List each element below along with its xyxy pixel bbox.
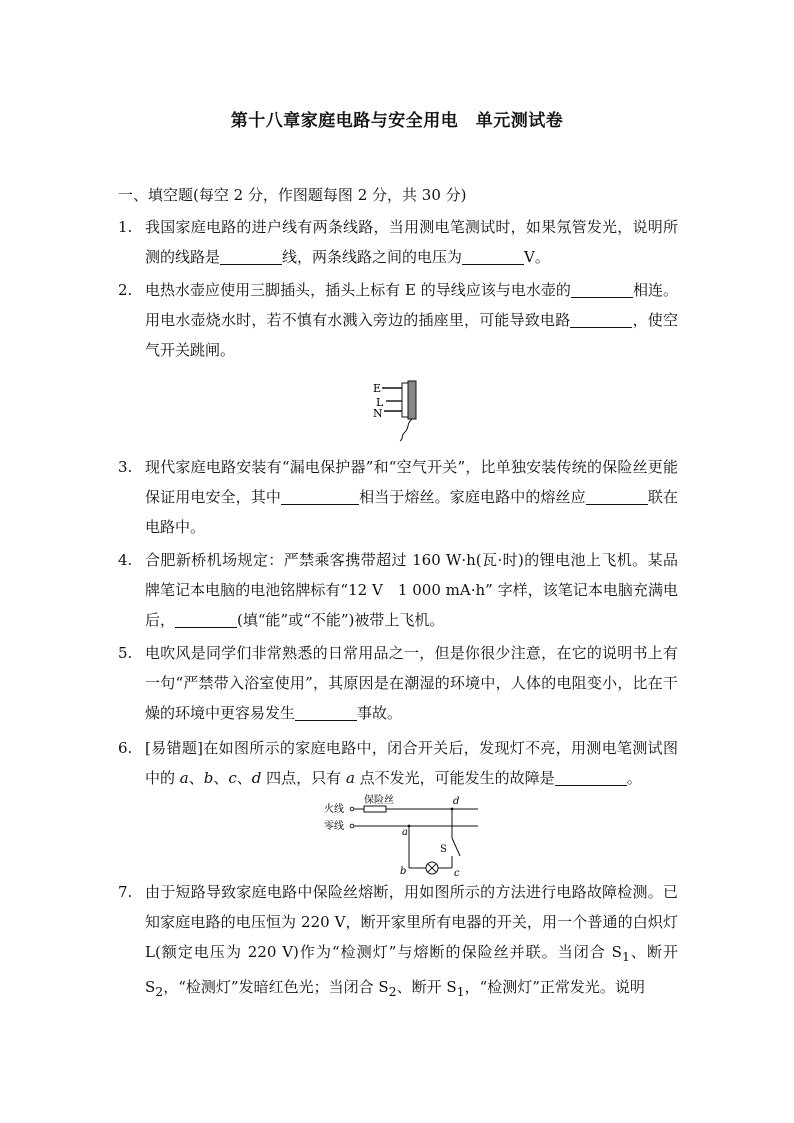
- question-text: 、断开 S: [396, 978, 457, 996]
- live-wire-label: 火线: [324, 804, 344, 815]
- subscript: 1: [621, 949, 630, 964]
- question-text: [易错题]在如图所示的家庭电路中，闭合开关后，发现灯不亮，用测电笔测试图中的: [145, 739, 678, 787]
- point-label: c: [228, 769, 237, 787]
- question-text: 合肥新桥机场规定：严禁乘客携带超过 160 W·h(瓦·时)的锂电池上飞机。某品牌笔记本电脑的电池铭牌标有“12 V 1 000 mA·h” 字样，该笔记本电脑充满电后，: [145, 551, 678, 629]
- point-b-label: b: [400, 866, 407, 877]
- question-1: [118, 212, 678, 272]
- answer-blank[interactable]: [295, 702, 357, 721]
- subscript: 2: [388, 984, 397, 999]
- three-pin-plug-figure: [368, 378, 424, 442]
- answer-blank[interactable]: [462, 246, 524, 265]
- question-text: ，“检测灯”正常发光。说明: [464, 978, 645, 996]
- question-text: V。: [524, 248, 550, 266]
- question-text: 、: [213, 769, 229, 787]
- point-label: d: [251, 769, 262, 787]
- question-text: 。: [626, 769, 642, 787]
- question-text: 点不发光，可能发生的故障是: [354, 769, 555, 787]
- point-c-label: c: [454, 868, 460, 878]
- question-number: 6.: [118, 739, 133, 757]
- question-text: 联在电路中。: [145, 488, 678, 536]
- plug-pin-label-e: E: [373, 382, 382, 395]
- subscript: 2: [155, 984, 164, 999]
- point-label: a: [345, 769, 355, 787]
- question-4: [118, 545, 678, 635]
- question-5: [118, 638, 678, 728]
- plug-pin-label-l: L: [376, 396, 384, 409]
- switch-label: S: [440, 844, 447, 855]
- fuse-label: 保险丝: [364, 795, 394, 806]
- question-text: 、: [188, 769, 204, 787]
- question-text: 四点，只有: [261, 769, 346, 787]
- question-number: 2.: [118, 281, 133, 299]
- answer-blank[interactable]: [555, 767, 627, 786]
- question-text: 我国家庭电路的进户线有两条线路，当用测电笔测试时，如果氖管发光，说明所测的线路是: [145, 218, 678, 266]
- question-number: 7.: [118, 883, 133, 901]
- answer-blank[interactable]: [570, 309, 632, 328]
- question-text: 、断开 S: [145, 943, 678, 996]
- question-text: 由于短路导致家庭电路中保险丝熔断，用如图所示的方法进行电路故障检测。已知家庭电路的电压恒为 220 V，断开家里所有电器的开关，用一个普通的白炽灯 L(额定电压为 220 V)作为“检测灯”与熔断的保险丝并联。当闭合 S: [145, 883, 678, 961]
- point-d-label: d: [453, 796, 460, 807]
- question-7: [118, 877, 678, 1007]
- question-2: [118, 275, 678, 365]
- point-a-label: a: [402, 827, 408, 838]
- question-text: (填“能”或“不能”)被带上飞机。: [237, 611, 445, 629]
- question-text: 、: [236, 769, 252, 787]
- section-heading: 一、填空题(每空 2 分，作图题每图 2 分，共 30 分): [118, 186, 467, 204]
- question-text: 电吹风是同学们非常熟悉的日常用品之一，但是你很少注意，在它的说明书上有一句“严禁带入浴室使用”，其原因是在潮湿的环境中，人体的电阻变小，比在干燥的环境中更容易发生: [145, 644, 678, 722]
- question-number: 4.: [118, 551, 133, 569]
- question-text: 事故。: [357, 704, 403, 722]
- neutral-wire-label: 零线: [324, 821, 344, 832]
- question-text: ，“检测灯”发暗红色光；当闭合 S: [163, 978, 389, 996]
- subscript: 1: [456, 984, 465, 999]
- point-label: b: [203, 769, 214, 787]
- question-text: ，使空气开关跳闸。: [145, 311, 678, 359]
- question-text: 相当于熔丝。家庭电路中的熔丝应: [359, 488, 586, 506]
- question-text: 现代家庭电路安装有“漏电保护器”和“空气开关”，比单独安装传统的保险丝更能保证用电安全，其中: [145, 458, 678, 506]
- answer-blank[interactable]: [175, 609, 237, 628]
- answer-blank[interactable]: [281, 486, 359, 505]
- question-6: [118, 733, 678, 793]
- question-number: 1.: [118, 218, 133, 236]
- plug-pin-label-n: N: [373, 407, 383, 420]
- answer-blank[interactable]: [220, 246, 282, 265]
- question-number: 5.: [118, 644, 133, 662]
- question-text: 电热水壶应使用三脚插头，插头上标有 E 的导线应该与电水壶的: [145, 281, 571, 299]
- page-title: 第十八章家庭电路与安全用电 单元测试卷: [230, 111, 564, 131]
- question-number: 3.: [118, 458, 133, 476]
- question-text: 线，两条线路之间的电压为: [282, 248, 463, 266]
- point-label: a: [179, 769, 189, 787]
- household-circuit-figure: [322, 792, 482, 878]
- question-text: 相连。用电水壶烧水时，若不慎有水溅入旁边的插座里，可能导致电路: [145, 281, 678, 329]
- question-3: [118, 452, 678, 542]
- answer-blank[interactable]: [571, 279, 633, 298]
- answer-blank[interactable]: [586, 486, 648, 505]
